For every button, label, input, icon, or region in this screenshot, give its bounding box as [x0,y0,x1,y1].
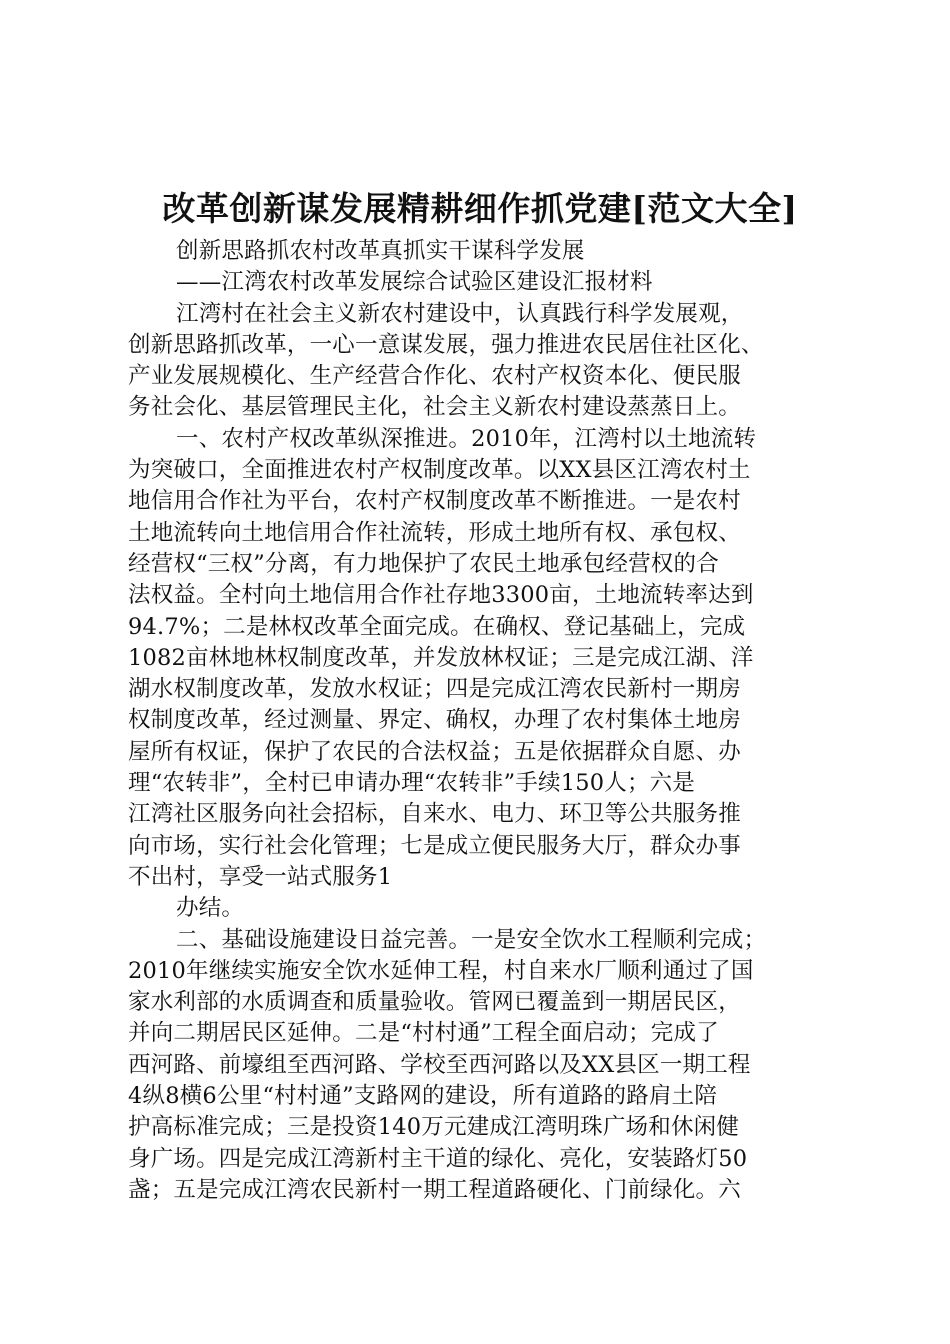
text-line: 创新思路抓改革，一心一意谋发展，强力推进农民居住社区化、 [128,331,764,358]
text-line: ——江湾农村改革发展综合试验区建设汇报材料 [176,269,653,296]
text-line: 向市场，实行社会化管理；七是成立便民服务大厅，群众办事 [128,832,741,859]
text-line: 一、农村产权改革纵深推进。2010年，江湾村以土地流转 [176,425,757,452]
text-line: 经营权“三权”分离，有力地保护了农民土地承包经营权的合 [128,550,719,577]
text-line: 1082亩林地林权制度改革，并发放林权证；三是完成江湖、洋 [128,644,754,671]
text-line: 不出村，享受一站式服务1 [128,863,393,890]
text-line: 94.7%；二是林权改革全面完成。在确权、登记基础上，完成 [128,613,746,640]
text-line: 屋所有权证，保护了农民的合法权益；五是依据群众自愿、办 [128,738,741,765]
text-line: 理“农转非”，全村已申请办理“农转非”手续150人；六是 [128,770,696,797]
text-line: 护高标准完成；三是投资140万元建成江湾明珠广场和休闲健 [128,1114,740,1141]
text-line: 盏；五是完成江湾农民新村一期工程道路硬化、门前绿化。六 [128,1176,741,1203]
text-line: 4纵8横6公里“村村通”支路网的建设，所有道路的路肩土陪 [128,1083,718,1110]
text-line: 2010年继续实施安全饮水延伸工程，村自来水厂顺利通过了国 [128,957,754,984]
text-line: 身广场。四是完成江湾新村主干道的绿化、亮化，安装路灯50 [128,1145,748,1172]
text-line: 西河路、前壕组至西河路、学校至西河路以及XX县区一期工程 [128,1051,751,1078]
document-title: 改革创新谋发展精耕细作抓党建[范文大全] [162,189,798,228]
text-line: 地信用合作社为平台，农村产权制度改革不断推进。一是农村 [128,488,741,515]
text-line: 法权益。全村向土地信用合作社存地3300亩，土地流转率达到 [128,582,754,609]
text-line: 江湾村在社会主义新农村建设中，认真践行科学发展观， [176,300,744,327]
text-line: 办结。 [176,895,245,922]
text-line: 产业发展规模化、生产经营合作化、农村产权资本化、便民服 [128,363,741,390]
text-line: 并向二期居民区延伸。二是“村村通”工程全面启动；完成了 [128,1020,719,1047]
text-line: 家水利部的水质调查和质量验收。管网已覆盖到一期居民区， [128,989,741,1016]
document-body [128,236,828,1206]
text-line: 务社会化、基层管理民主化，社会主义新农村建设蒸蒸日上。 [128,394,741,421]
text-line: 二、基础设施建设日益完善。一是安全饮水工程顺利完成； [176,926,767,953]
text-line: 创新思路抓农村改革真抓实干谋科学发展 [176,238,585,264]
text-line: 为突破口，全面推进农村产权制度改革。以XX县区江湾农村土 [128,457,751,484]
text-line: 权制度改革，经过测量、界定、确权，办理了农村集体土地房 [128,707,741,734]
text-line: 江湾社区服务向社会招标，自来水、电力、环卫等公共服务推 [128,801,741,828]
text-line: 土地流转向土地信用合作社流转，形成土地所有权、承包权、 [128,519,741,546]
text-line: 湖水权制度改革，发放水权证；四是完成江湾农民新村一期房 [128,676,741,703]
